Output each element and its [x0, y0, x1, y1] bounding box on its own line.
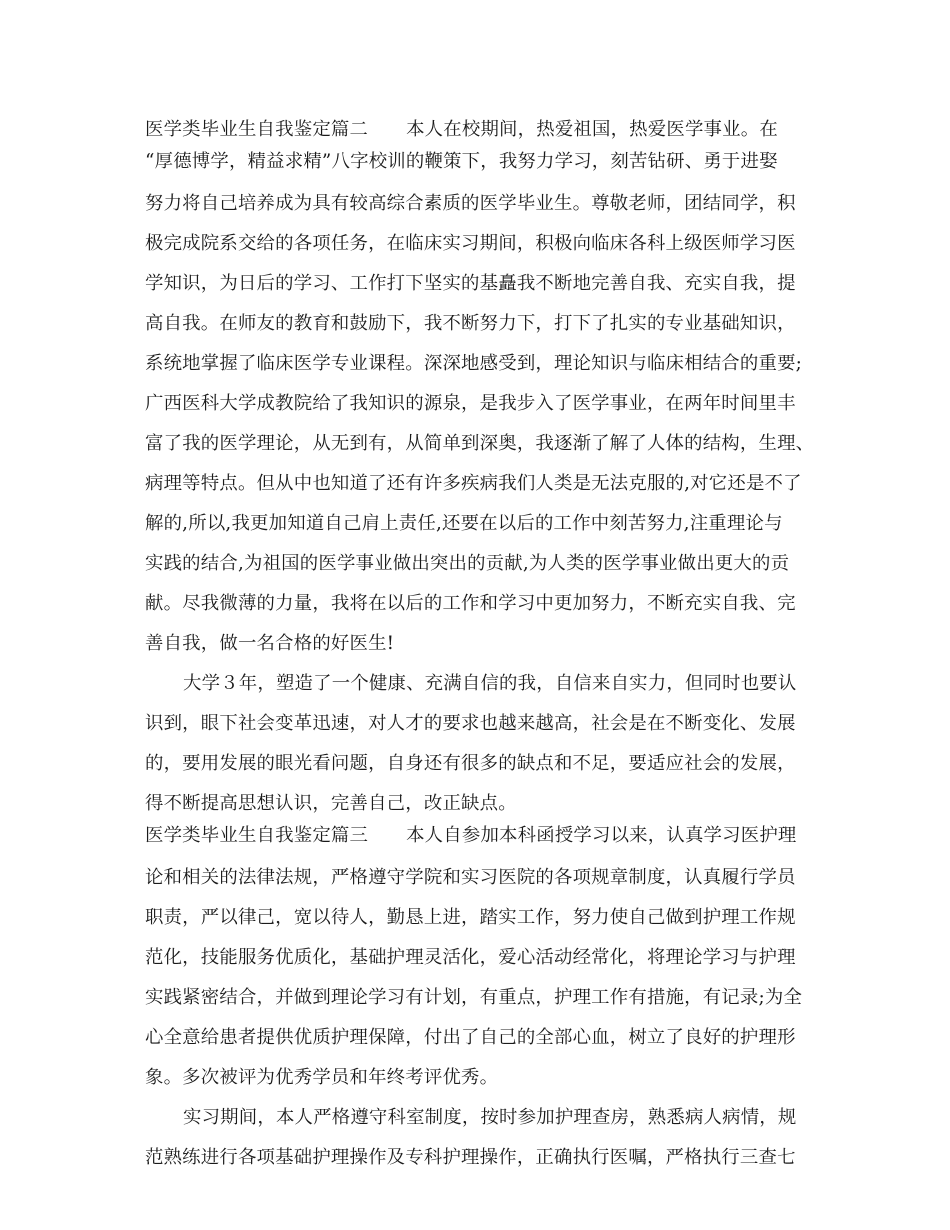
text-line: 系统地掌握了临床医学专业课程。深深地感受到，理论知识与临床相结合的重要;	[145, 353, 803, 374]
text-line: 得不断提高思想认识，完善自己，改正缺点。	[145, 793, 517, 814]
text-line: 职责，严以律己，宽以待人，勤恳上进，踏实工作，努力使自己做到护理工作规	[145, 907, 796, 928]
text-line: 极完成院系交给的各项任务，在临床实习期间，积极向临床各科上级医师学习医	[145, 233, 796, 254]
text-line: 心全意给患者提供优质护理保障，付出了自己的全部心血，树立了良好的护理形	[145, 1027, 796, 1048]
paragraph-first-line: 大学３年，塑造了一个健康、充满自信的我，自信来自实力，但同时也要认	[183, 673, 797, 694]
text-line: 识到，眼下社会变革迅速，对人才的要求也越来越高，社会是在不断变化、发展	[145, 713, 796, 734]
text-line: 实践的结合,为祖国的医学事业做出突出的贡献,为人类的医学事业做出更大的贡	[145, 553, 790, 574]
text-line: 病理等特点。但从中也知道了还有许多疾病我们人类是无法克服的,对它还是不了	[145, 473, 802, 494]
text-line: 富了我的医学理论，从无到有，从简单到深奥，我逐渐了解了人体的结构，生理、	[145, 433, 815, 454]
text-line: 范化，技能服务优质化，基础护理灵活化，爱心活动经常化，将理论学习与护理	[145, 947, 796, 968]
section-heading-2: 医学类毕业生自我鉴定篇二	[145, 119, 369, 140]
text-line: 广西医科大学成教院给了我知识的源泉，是我步入了医学事业，在两年时间里丰	[145, 393, 796, 414]
paragraph-first-line: 实习期间，本人严格遵守科室制度，按时参加护理查房，熟悉病人病情，规	[183, 1107, 797, 1128]
text-line: 高自我。在师友的教育和鼓励下，我不断努力下，打下了扎实的专业基础知识，	[145, 313, 796, 334]
text-line	[145, 820, 797, 852]
text-line: 象。多次被评为优秀学员和年终考评优秀。	[145, 1067, 499, 1088]
text-line	[145, 114, 778, 146]
text-line: 论和相关的法律法规，严格遵守学院和实习医院的各项规章制度，认真履行学员	[145, 867, 796, 888]
section-heading-3: 医学类毕业生自我鉴定篇三	[145, 825, 369, 846]
text-line: 实践紧密结合，并做到理论学习有计划，有重点，护理工作有措施，有记录;为全	[145, 987, 803, 1008]
text-line: 的，要用发展的眼光看问题，自身还有很多的缺点和不足，要适应社会的发展，	[145, 753, 796, 774]
text-line: 范熟练进行各项基础护理操作及专科护理操作，正确执行医嘱，严格执行三查七	[145, 1147, 796, 1168]
text-line: 善自我，做一名合格的好医生!	[145, 633, 395, 654]
text-line: 努力将自己培养成为具有较高综合素质的医学毕业生。尊敬老师，团结同学，积	[145, 193, 796, 214]
text-run: 本人自参加本科函授学习以来，认真学习医护理	[406, 825, 797, 846]
text-line: “厚德博学，精益求精”八字校训的鞭策下，我努力学习，刻苦钻研、勇于进娶	[145, 151, 778, 172]
text-run: 本人在校期间，热爱祖国，热爱医学事业。在	[406, 119, 778, 140]
text-line: 学知识，为日后的学习、工作打下坚实的基矗我不断地完善自我、充实自我，提	[145, 273, 796, 294]
text-line: 解的,所以,我更加知道自己肩上责任,还要在以后的工作中刻苦努力,注重理论与	[145, 513, 783, 534]
text-line: 献。尽我微薄的力量，我将在以后的工作和学习中更加努力，不断充实自我、完	[145, 593, 796, 614]
